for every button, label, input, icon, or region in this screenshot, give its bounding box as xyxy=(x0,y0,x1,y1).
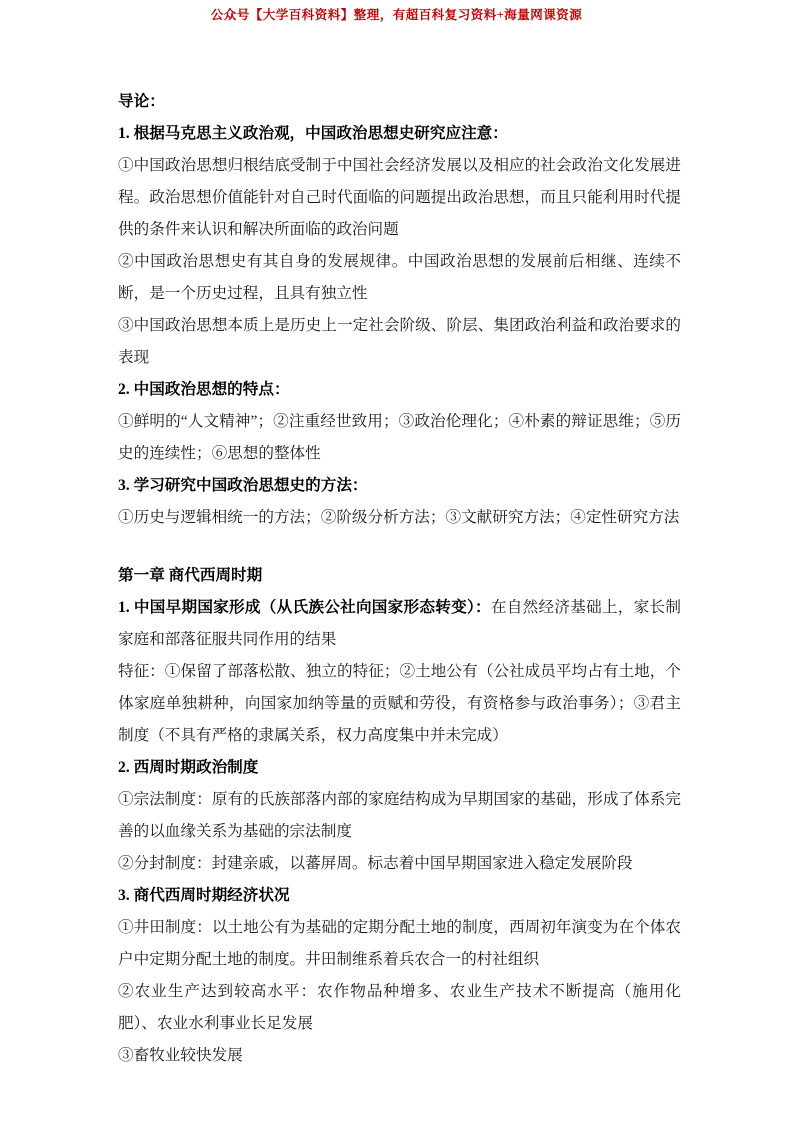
text-segment: ①鲜明的“人文精神”；②注重经世致用；③政治伦理化；④朴素的辩证思维；⑤历史的连续性；⑥思想的整体性 xyxy=(118,413,681,462)
text-segment-bold: 第一章 商代西周时期 xyxy=(118,567,263,584)
paragraph xyxy=(118,310,681,374)
text-segment: ②分封制度：封建亲戚，以蕃屏周。标志着中国早期国家进入稳定发展阶段 xyxy=(118,855,633,872)
paragraph xyxy=(118,912,681,976)
paragraph xyxy=(118,246,681,310)
paragraph xyxy=(118,118,681,150)
text-segment-bold: 2. 西周时期政治制度 xyxy=(118,759,259,776)
text-segment: ③畜牧业较快发展 xyxy=(118,1047,243,1064)
paragraph xyxy=(118,502,681,534)
text-segment: 特征：①保留了部落松散、独立的特征；②土地公有（公社成员平均占有土地，个体家庭单独耕种，向国家加纳等量的贡赋和劳役，有资格参与政治事务）；③君主制度（不具有严格的隶属关系，权力高度集中并未完成） xyxy=(118,663,681,744)
text-segment-bold: 3. 学习研究中国政治思想史的方法： xyxy=(118,477,368,494)
paragraph xyxy=(118,752,681,784)
text-segment-bold: 2. 中国政治思想的特点： xyxy=(118,381,290,398)
paragraph xyxy=(118,470,681,502)
paragraph xyxy=(118,374,681,406)
text-segment: ①中国政治思想归根结底受制于中国社会经济发展以及相应的社会政治文化发展进程。政治思想价值能针对自己时代面临的问题提出政治思想，而且只能利用时代提供的条件来认识和解决所面临的政治问题 xyxy=(118,157,681,238)
text-segment: ①历史与逻辑相统一的方法；②阶级分析方法；③文献研究方法；④定性研究方法 xyxy=(118,509,680,526)
paragraph xyxy=(118,592,681,656)
text-segment-bold: 1. 根据马克思主义政治观，中国政治思想史研究应注意： xyxy=(118,125,508,142)
paragraph xyxy=(118,150,681,246)
paragraph xyxy=(118,560,681,592)
text-segment: ①井田制度：以土地公有为基础的定期分配土地的制度，西周初年演变为在个体农户中定期分配土地的制度。井田制维系着兵农合一的村社组织 xyxy=(118,919,681,968)
text-segment-bold: 导论： xyxy=(118,93,165,110)
text-segment: ①宗法制度：原有的氏族部落内部的家庭结构成为早期国家的基础，形成了体系完善的以血缘关系为基础的宗法制度 xyxy=(118,791,681,840)
text-segment-bold: 3. 商代西周时期经济状况 xyxy=(118,887,290,904)
paragraph xyxy=(118,656,681,752)
paragraph-spacer xyxy=(118,534,681,560)
text-segment: ③中国政治思想本质上是历史上一定社会阶级、阶层、集团政治利益和政治要求的表现 xyxy=(118,317,681,366)
paragraph xyxy=(118,976,681,1040)
paragraph xyxy=(118,1040,681,1072)
document-body xyxy=(118,86,681,1072)
text-segment: ②农业生产达到较高水平：农作物品种增多、农业生产技术不断提高（施用化肥）、农业水利事业长足发展 xyxy=(118,983,681,1032)
page-header-text: 公众号【大学百科资料】整理，有超百科复习资料+海量网课资源 xyxy=(210,8,583,22)
paragraph xyxy=(118,406,681,470)
paragraph xyxy=(118,784,681,848)
text-segment: 在自然经济基础上，家长制家庭和部落征服共同作用的结果 xyxy=(118,599,681,648)
paragraph xyxy=(118,86,681,118)
text-segment: ②中国政治思想史有其自身的发展规律。中国政治思想的发展前后相继、连续不断，是一个历史过程，且具有独立性 xyxy=(118,253,681,302)
paragraph xyxy=(118,880,681,912)
paragraph xyxy=(118,848,681,880)
text-segment-bold: 1. 中国早期国家形成（从氏族公社向国家形态转变）： xyxy=(118,599,491,616)
